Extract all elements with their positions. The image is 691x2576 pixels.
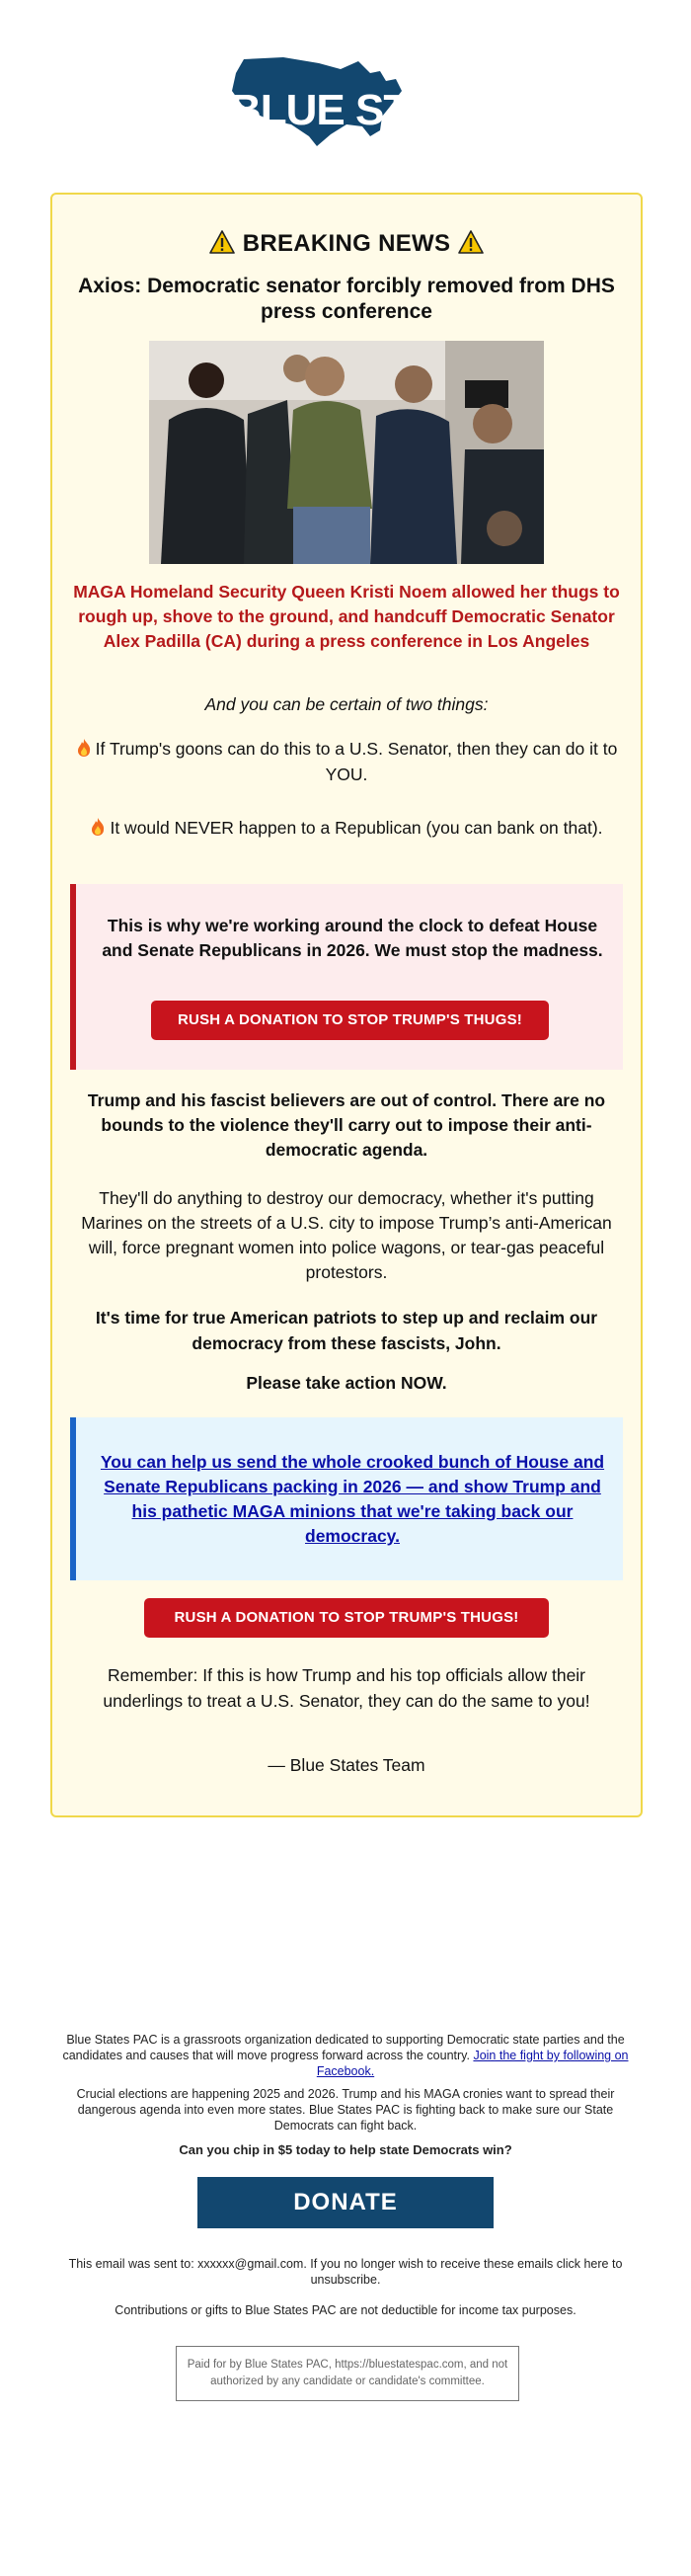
paragraph-take-action: Please take action NOW. [246,1373,447,1393]
paragraph-out-of-control: Trump and his fascist believers are out of control. There are no bounds to the violence they'll carry out to impose their anti-democratic agenda. [87,1090,606,1160]
news-photo-illustration [149,341,544,564]
article-subhead: Axios: Democratic senator forcibly removed from DHS press conference [78,275,615,323]
remember-paragraph: Remember: If this is how Trump and his top officials allow their underlings to treat a U.S. Senator, they can do the same to you! [103,1665,590,1711]
bullet-point-2 [70,815,623,841]
footer-tax-note: Contributions or gifts to Blue States PAC are not deductible for income tax purposes. [115,2303,576,2317]
paragraph-destroy-democracy: They'll do anything to destroy our democracy, whether it's putting Marines on the streets of a U.S. city to impose Trump’s anti-American will, force pregnant women into police wagons, or tear-gas peaceful protestors. [81,1188,612,1282]
paragraph-patriots: It's time for true American patriots to step up and reclaim our democracy from these fascists, John. [95,1308,598,1353]
two-things-intro: And you can be certain of two things: [204,694,489,714]
bullet-2-text: It would NEVER happen to a Republican (you can bank on that). [110,818,603,838]
donate-button[interactable]: RUSH A DONATION TO STOP TRUMP'S THUGS! [151,1001,549,1040]
blue-states-logo[interactable] [222,51,515,150]
footer-sent-to[interactable]: This email was sent to: xxxxxx@gmail.com. If you no longer wish to receive these emails click here to unsubscribe. [68,2257,623,2287]
svg-text:BLUE STATES: BLUE STATES [230,86,515,134]
breaking-news-heading [50,230,643,258]
footer-about [49,2032,642,2079]
callout-box-red [70,884,623,1070]
bullet-1-text: If Trump's goons can do this to a U.S. Senator, then they can do it to YOU. [95,739,618,784]
fire-icon [76,738,92,758]
bullet-point-1 [70,736,623,787]
callout-text: This is why we're working around the clock to defeat House and Senate Republicans in 2026. We must stop the madness. [102,916,603,960]
footer-crucial: Crucial elections are happening 2025 and 2026. Trump and his MAGA cronies want to spread their dangerous agenda into even more states. Blue States PAC is fighting back to make sure our State Democrats can fight back. [76,2087,615,2133]
signoff: — Blue States Team [268,1755,425,1775]
header-area [0,0,691,193]
warning-icon [458,230,484,254]
lead-paragraph: MAGA Homeland Security Queen Kristi Noem allowed her thugs to rough up, shove to the ground, and handcuff Democratic Senator Alex Padilla (CA) during a press conference in Los Angeles [73,582,620,651]
warning-icon [209,230,235,254]
usa-map-icon [222,51,515,150]
footer-about-text: Blue States PAC is a grassroots organization dedicated to supporting Democratic state parties and the candidates and causes that will move progress forward across the country. [62,2033,625,2062]
footer-chip-in: Can you chip in $5 today to help state Democrats win? [179,2142,512,2157]
paid-for-disclaimer: Paid for by Blue States PAC, https://bluestatespac.com, and not authorized by any candidate or candidate's committee. [176,2346,519,2401]
donate-button-2[interactable]: RUSH A DONATION TO STOP TRUMP'S THUGS! [144,1598,549,1638]
help-us-link[interactable]: You can help us send the whole crooked bunch of House and Senate Republicans packing in 2026 — and show Trump and his pathetic MAGA minions that we're taking back our democracy. [100,1452,605,1546]
callout-box-blue [70,1417,623,1580]
breaking-news-label: BREAKING NEWS [242,230,451,257]
footer-donate-button[interactable]: DONATE [197,2177,494,2228]
fire-icon [90,817,106,837]
news-photo[interactable] [149,341,544,564]
facebook-link[interactable]: Join the fight by following on Facebook. [316,2049,629,2078]
